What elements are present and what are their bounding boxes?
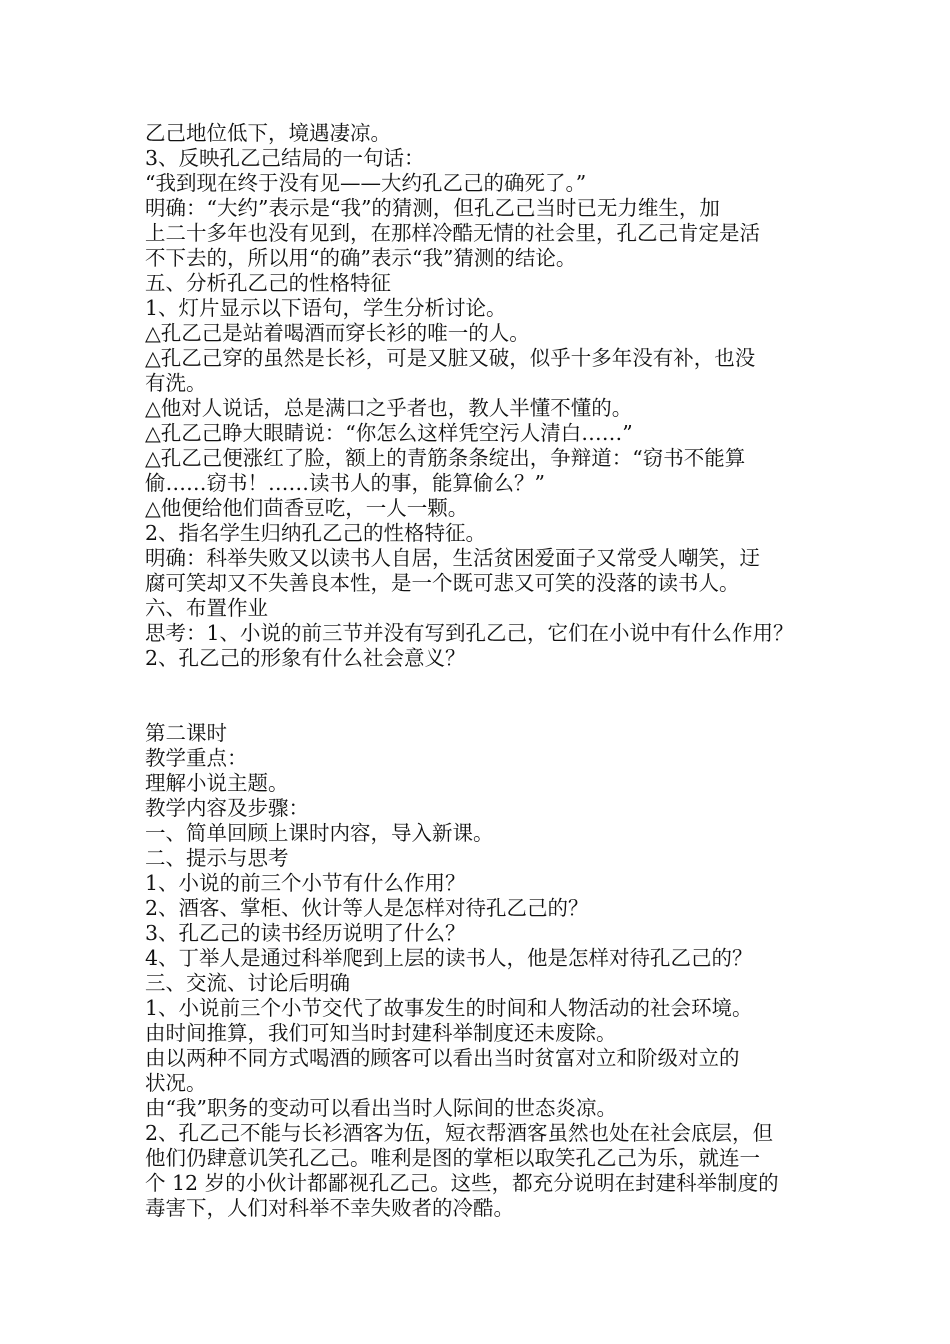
text-line: 2、指名学生归纳孔乙己的性格特征。: [145, 521, 487, 545]
text-line: △孔乙己睁大眼睛说：“你怎么这样凭空污人清白……”: [145, 421, 633, 445]
document-body: [145, 121, 835, 1221]
text-line: 3、孔乙己的读书经历说明了什么？: [145, 921, 466, 945]
text-line: 第二课时: [145, 721, 227, 745]
text-line: 明确：科举失败又以读书人自居，生活贫困爱面子又常受人嘲笑，迂: [145, 546, 760, 570]
text-line: 六、布置作业: [145, 596, 268, 620]
text-line: 2、孔乙己的形象有什么社会意义？: [145, 646, 466, 670]
text-line: 1、小说的前三个小节有什么作用？: [145, 871, 466, 895]
text-line: 教学重点：: [145, 746, 248, 770]
lesson-two-section: [145, 721, 835, 1221]
text-line: 不下去的，所以用“的确”表示“我”猜测的结论。: [145, 246, 577, 270]
text-line: 3、反映孔乙己结局的一句话：: [145, 146, 425, 170]
text-line: 腐可笑却又不失善良本性，是一个既可悲又可笑的没落的读书人。: [145, 571, 740, 595]
text-line: 1、小说前三个小节交代了故事发生的时间和人物活动的社会环境。: [145, 996, 753, 1020]
text-line: 由时间推算，我们可知当时封建科举制度还未废除。: [145, 1021, 617, 1045]
lesson-one-section: [145, 121, 835, 671]
text-line: 上二十多年也没有见到，在那样冷酷无情的社会里，孔乙己肯定是活: [145, 221, 760, 245]
text-line: 偷……窃书！……读书人的事，能算偷么？”: [145, 471, 545, 495]
text-line: 个 12 岁的小伙计都鄙视孔乙己。这些，都充分说明在封建科举制度的: [145, 1171, 779, 1195]
text-line: 由以两种不同方式喝酒的顾客可以看出当时贫富对立和阶级对立的: [145, 1046, 740, 1070]
text-line: 三、交流、讨论后明确: [145, 971, 350, 995]
text-line: △孔乙己便涨红了脸，额上的青筋条条绽出，争辩道：“窃书不能算: [145, 446, 746, 470]
text-line: △孔乙己是站着喝酒而穿长衫的唯一的人。: [145, 321, 530, 345]
text-line: 毒害下，人们对科举不幸失败者的冷酷。: [145, 1196, 514, 1220]
text-line: 由“我”职务的变动可以看出当时人际间的世态炎凉。: [145, 1096, 617, 1120]
text-line: 1、灯片显示以下语句，学生分析讨论。: [145, 296, 507, 320]
text-line: “我到现在终于没有见——大约孔乙己的确死了。”: [145, 171, 587, 195]
text-line: 二、提示与思考: [145, 846, 289, 870]
text-line: 2、孔乙己不能与长衫酒客为伍，短衣帮酒客虽然也处在社会底层，但: [145, 1121, 774, 1145]
text-line: △他对人说话，总是满口之乎者也，教人半懂不懂的。: [145, 396, 633, 420]
text-line: 思考：1、小说的前三节并没有写到孔乙己，它们在小说中有什么作用？: [145, 621, 794, 645]
text-line: 他们仍肆意讥笑孔乙己。唯利是图的掌柜以取笑孔乙己为乐，就连一: [145, 1146, 760, 1170]
text-line: 五、分析孔乙己的性格特征: [145, 271, 391, 295]
text-line: 状况。: [145, 1071, 207, 1095]
text-line: △他便给他们茴香豆吃，一人一颗。: [145, 496, 469, 520]
text-line: △孔乙己穿的虽然是长衫，可是又脏又破，似乎十多年没有补，也没: [145, 346, 756, 370]
text-line: 有洗。: [145, 371, 207, 395]
text-line: 2、酒客、掌柜、伙计等人是怎样对待孔乙己的？: [145, 896, 589, 920]
text-line: 一、简单回顾上课时内容，导入新课。: [145, 821, 494, 845]
section-spacer: [145, 671, 835, 721]
text-line: 教学内容及步骤：: [145, 796, 309, 820]
text-line: 4、丁举人是通过科举爬到上层的读书人，他是怎样对待孔乙己的？: [145, 946, 753, 970]
text-line: 理解小说主题。: [145, 771, 289, 795]
text-line: 明确：“大约”表示是“我”的猜测，但孔乙己当时已无力维生，加: [145, 196, 720, 220]
text-line: 乙己地位低下，境遇凄凉。: [145, 121, 391, 145]
